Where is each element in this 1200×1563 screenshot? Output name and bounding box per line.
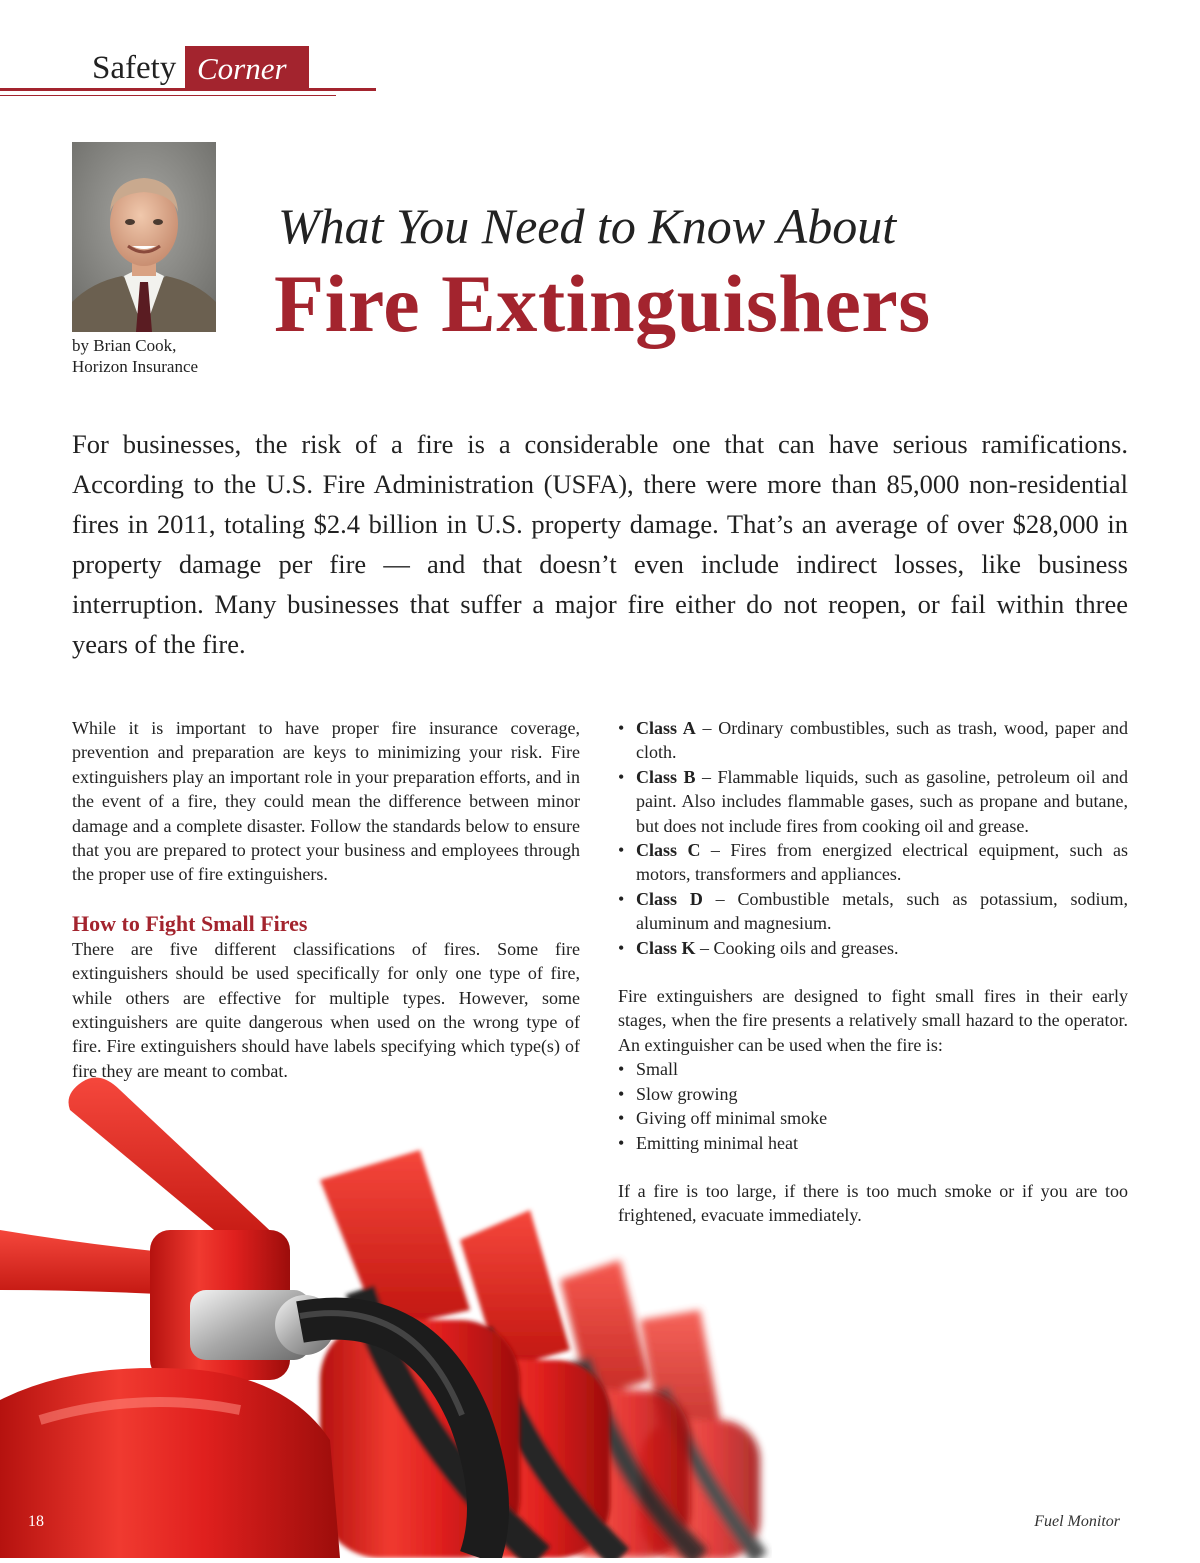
fire-extinguisher-icon	[0, 1060, 800, 1558]
page-number: 18	[28, 1513, 44, 1530]
list-item: • Class K – Cooking oils and greases.	[618, 936, 1128, 960]
author-photo	[72, 142, 216, 332]
byline-author: by Brian Cook,	[72, 336, 177, 355]
fire-extinguishers-photo	[0, 1060, 800, 1558]
body-paragraph-4: If a fire is too large, if there is too much smoke or if you are too frightened, evacuate immediately.	[618, 1180, 1128, 1226]
section-label-safety: Safety	[92, 50, 177, 86]
list-item: • Class D – Combustible metals, such as potassium, sodium, aluminum and magnesium.	[618, 887, 1128, 936]
list-item: • Class A – Ordinary combustibles, such as trash, wood, paper and cloth.	[618, 716, 1128, 765]
list-item: • Class C – Fires from energized electrical equipment, such as motors, transformers and appliances.	[618, 838, 1128, 887]
list-item: • Emitting minimal heat	[618, 1131, 1128, 1155]
list-item: • Class B – Flammable liquids, such as gasoline, petroleum oil and paint. Also includes flammable gases, such as propane and butane, but does not include fires from cooking oil and grease.	[618, 765, 1128, 838]
body-paragraph-3: Fire extinguishers are designed to fight small fires in their early stages, when the fire presents a relatively small hazard to the operator. An extinguisher can be used when the fire is:	[618, 986, 1128, 1055]
column-left	[72, 716, 580, 1083]
title-kicker: What You Need to Know About	[278, 198, 897, 254]
list-item: • Slow growing	[618, 1082, 1128, 1106]
section-label-corner: Corner	[197, 51, 287, 86]
author-portrait-icon	[72, 142, 216, 332]
list-item: • Small	[618, 1057, 1128, 1081]
fire-class-list	[618, 716, 1128, 960]
body-paragraph-2: There are five different classifications of fires. Some fire extinguishers should be used specifically for only one type of fire, while others are effective for multiple types. However, some extinguishers are quite dangerous when used on the wrong type of fire. Fire extinguishers should have labels specifying which type(s) of fire they are meant to combat.	[72, 938, 580, 1081]
byline	[72, 335, 198, 377]
byline-company: Horizon Insurance	[72, 357, 199, 376]
body-paragraph-1: While it is important to have proper fire insurance coverage, prevention and preparation are keys to minimizing your risk. Fire extinguishers play an important role in your preparation efforts, and in the event of a fire, they could mean the difference between minor damage and a complete disaster. Follow the standards below to ensure that you are prepared to protect your business and employees through the proper use of fire extinguishers.	[72, 718, 580, 885]
subhead-small-fires: How to Fight Small Fires	[72, 910, 308, 936]
list-item: • Giving off minimal smoke	[618, 1106, 1128, 1130]
page-title: Fire Extinguishers	[274, 258, 931, 349]
intro-paragraph: For businesses, the risk of a fire is a considerable one that can have serious ramifications. According to the U.S. Fire Administration (USFA), there were more than 85,000 non-residential fires in 2011, totaling $2.4 billion in U.S. property damage. That’s an average of over $28,000 in property damage per fire — and that doesn’t even include indirect losses, like business interruption. Many businesses that suffer a major fire either do not reopen, or fail within three years of the fire.	[72, 429, 1128, 659]
magazine-name: Fuel Monitor	[1034, 1513, 1120, 1530]
header-rule-thin	[0, 95, 336, 96]
header-rule	[0, 88, 376, 91]
